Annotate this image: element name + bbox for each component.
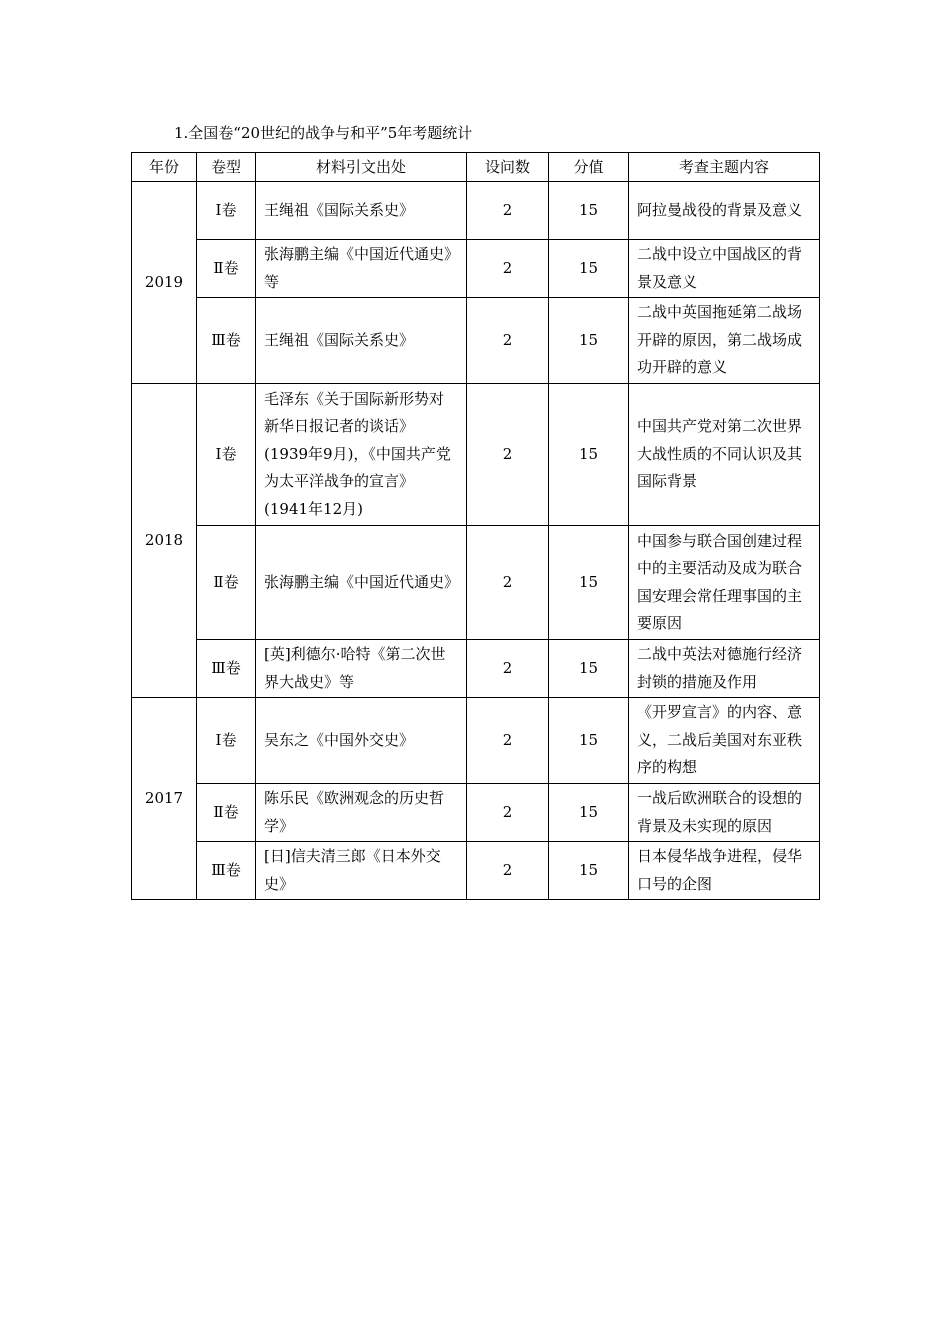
source-cell: 王绳祖《国际关系史》	[256, 182, 467, 240]
source-cell: [日]信夫清三郎《日本外交史》	[256, 842, 467, 900]
table-row	[132, 842, 820, 900]
topic-cell: 二战中英法对德施行经济封锁的措施及作用	[629, 640, 820, 698]
topic-cell: 日本侵华战争进程，侵华口号的企图	[629, 842, 820, 900]
source-cell: 毛泽东《关于国际新形势对新华日报记者的谈话》(1939年9月)，《中国共产党为太平洋战争的宣言》(1941年12月)	[256, 384, 467, 526]
paper-cell: Ⅰ卷	[197, 698, 256, 784]
year-cell: 2019	[132, 182, 197, 384]
source-cell: [英]利德尔·哈特《第二次世界大战史》等	[256, 640, 467, 698]
header-score: 分值	[549, 153, 629, 182]
table-row	[132, 784, 820, 842]
topic-cell: 一战后欧洲联合的设想的背景及未实现的原因	[629, 784, 820, 842]
exam-statistics-table	[131, 152, 820, 900]
topic-cell: 《开罗宣言》的内容、意义，二战后美国对东亚秩序的构想	[629, 698, 820, 784]
topic-cell: 二战中英国拖延第二战场开辟的原因，第二战场成功开辟的意义	[629, 298, 820, 384]
question-count-cell: 2	[467, 526, 549, 640]
table-header-row	[132, 153, 820, 182]
score-cell: 15	[549, 640, 629, 698]
table-row	[132, 640, 820, 698]
score-cell: 15	[549, 698, 629, 784]
header-topic: 考查主题内容	[629, 153, 820, 182]
score-cell: 15	[549, 842, 629, 900]
question-count-cell: 2	[467, 698, 549, 784]
source-cell: 吴东之《中国外交史》	[256, 698, 467, 784]
source-cell: 陈乐民《欧洲观念的历史哲学》	[256, 784, 467, 842]
source-cell: 张海鹏主编《中国近代通史》	[256, 526, 467, 640]
header-question-count: 设问数	[467, 153, 549, 182]
header-year: 年份	[132, 153, 197, 182]
topic-cell: 二战中设立中国战区的背景及意义	[629, 240, 820, 298]
table-row	[132, 240, 820, 298]
page-heading: 1.全国卷“20世纪的战争与和平”5年考题统计	[174, 124, 473, 142]
year-cell: 2018	[132, 384, 197, 698]
source-cell: 张海鹏主编《中国近代通史》等	[256, 240, 467, 298]
year-cell: 2017	[132, 698, 197, 900]
topic-cell: 中国参与联合国创建过程中的主要活动及成为联合国安理会常任理事国的主要原因	[629, 526, 820, 640]
question-count-cell: 2	[467, 784, 549, 842]
paper-cell: Ⅰ卷	[197, 182, 256, 240]
paper-cell: Ⅱ卷	[197, 526, 256, 640]
score-cell: 15	[549, 526, 629, 640]
question-count-cell: 2	[467, 640, 549, 698]
paper-cell: Ⅲ卷	[197, 842, 256, 900]
question-count-cell: 2	[467, 240, 549, 298]
table-row	[132, 298, 820, 384]
question-count-cell: 2	[467, 298, 549, 384]
source-cell: 王绳祖《国际关系史》	[256, 298, 467, 384]
header-paper: 卷型	[197, 153, 256, 182]
paper-cell: Ⅱ卷	[197, 784, 256, 842]
topic-cell: 阿拉曼战役的背景及意义	[629, 182, 820, 240]
score-cell: 15	[549, 298, 629, 384]
score-cell: 15	[549, 240, 629, 298]
paper-cell: Ⅱ卷	[197, 240, 256, 298]
question-count-cell: 2	[467, 182, 549, 240]
paper-cell: Ⅲ卷	[197, 640, 256, 698]
paper-cell: Ⅲ卷	[197, 298, 256, 384]
table-row	[132, 384, 820, 526]
header-source: 材料引文出处	[256, 153, 467, 182]
question-count-cell: 2	[467, 384, 549, 526]
score-cell: 15	[549, 784, 629, 842]
table-row	[132, 698, 820, 784]
table-row	[132, 182, 820, 240]
paper-cell: Ⅰ卷	[197, 384, 256, 526]
score-cell: 15	[549, 182, 629, 240]
table-row	[132, 526, 820, 640]
topic-cell: 中国共产党对第二次世界大战性质的不同认识及其国际背景	[629, 384, 820, 526]
question-count-cell: 2	[467, 842, 549, 900]
score-cell: 15	[549, 384, 629, 526]
